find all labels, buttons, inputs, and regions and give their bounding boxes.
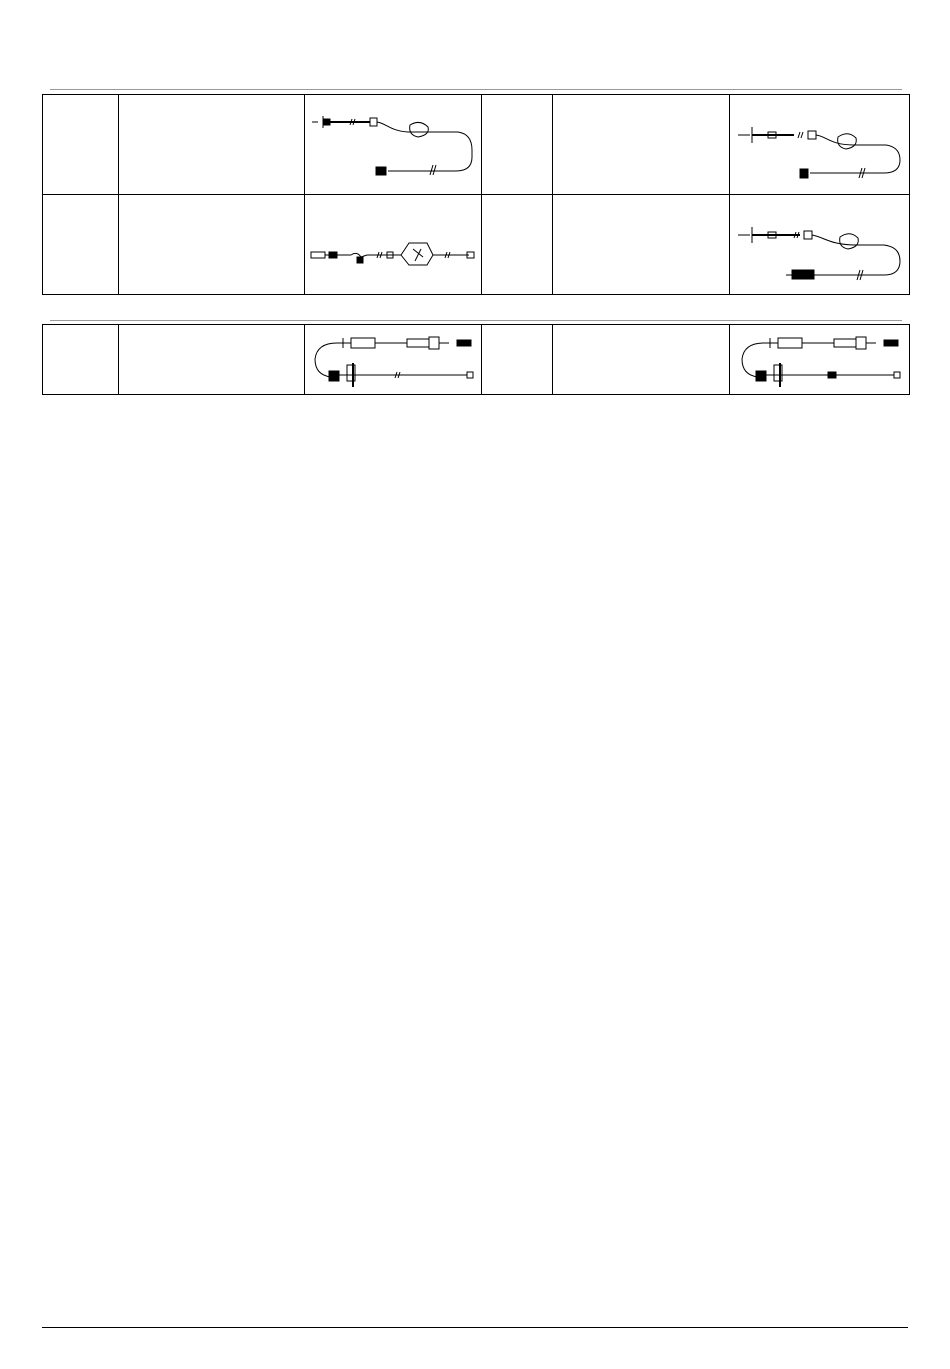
burette-set-drawing-icon [734, 329, 906, 391]
y-connector-drawing-icon [307, 205, 479, 285]
product-code-cell [482, 325, 553, 395]
product-description-cell [119, 325, 305, 395]
footer-rule [42, 1327, 908, 1328]
product-image-cell [305, 95, 482, 195]
product-image-cell [305, 195, 482, 295]
infusion-set-drawing-icon [734, 203, 906, 287]
product-description-cell [553, 95, 730, 195]
product-code-cell [43, 195, 119, 295]
product-description-cell [553, 325, 730, 395]
product-image-cell [730, 325, 910, 395]
product-description-cell [119, 195, 305, 295]
product-image-cell [305, 325, 482, 395]
infusion-set-drawing-icon [308, 105, 478, 185]
section-rule [50, 320, 902, 321]
product-image-cell [730, 195, 910, 295]
product-table-2 [42, 324, 910, 395]
product-description-cell [553, 195, 730, 295]
infusion-set-drawing-icon [734, 105, 906, 185]
product-description-cell [119, 95, 305, 195]
table-row [43, 325, 910, 395]
burette-set-drawing-icon [307, 329, 479, 391]
table-row [43, 95, 910, 195]
product-image-cell [730, 95, 910, 195]
table-row [43, 195, 910, 295]
product-code-cell [43, 95, 119, 195]
product-code-cell [482, 195, 553, 295]
product-code-cell [482, 95, 553, 195]
product-code-cell [43, 325, 119, 395]
top-rule [50, 89, 902, 90]
product-table-1 [42, 94, 910, 295]
